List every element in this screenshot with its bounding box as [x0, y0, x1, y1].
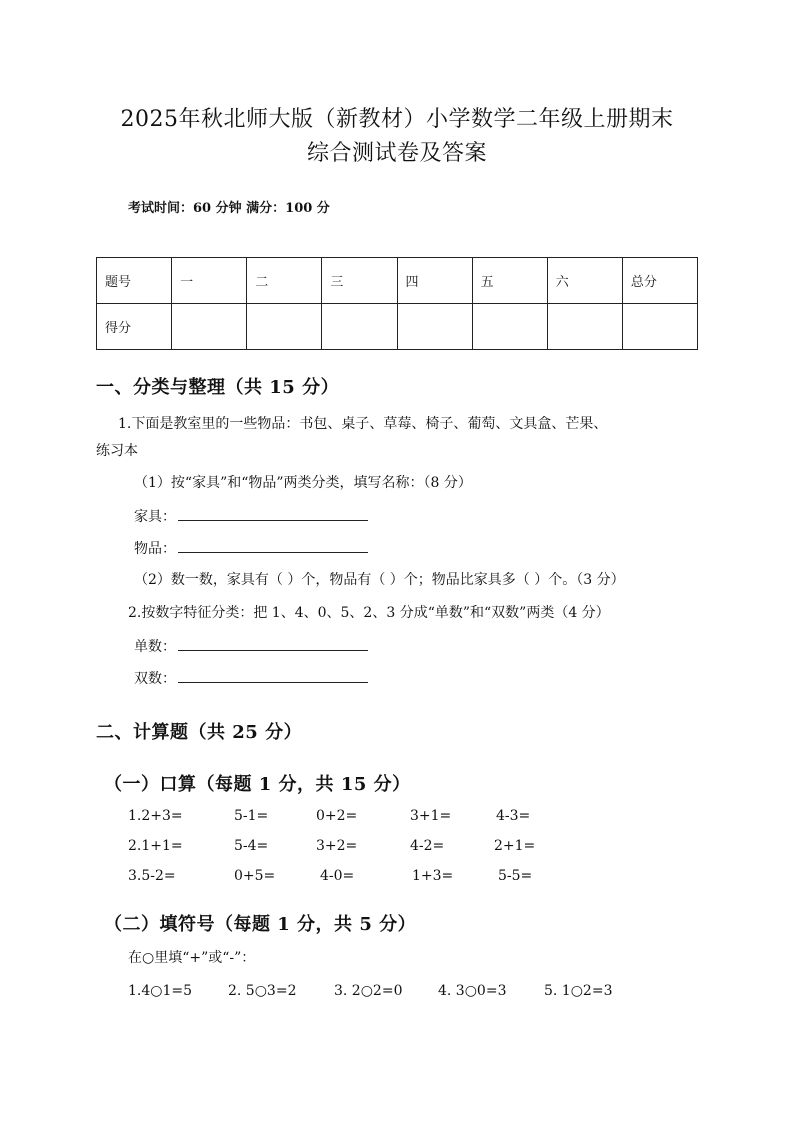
symbol-item: 1.4○1=5	[128, 983, 193, 999]
mental-math-item: 2.1+1=	[128, 838, 183, 854]
q2-text: 2.按数字特征分类：把 1、4、0、5、2、3 分成“单数”和“双数”两类（4 分）	[128, 605, 610, 621]
mental-math-item: 3+2=	[316, 838, 358, 854]
exam-title-line2: 综合测试卷及答案	[306, 141, 487, 166]
fill-symbol-heading: （二）填符号（每题 1 分，共 5 分）	[104, 914, 417, 935]
header-cell: 三	[322, 258, 397, 304]
mental-math-item: 4-0=	[320, 868, 355, 884]
exam-title-line1: 2025年秋北师大版（新教材）小学数学二年级上册期末	[120, 107, 674, 132]
q1-sub1: （1）按“家具”和“物品”两类分类，填写名称：（8 分）	[134, 475, 472, 491]
fill-symbol-instruction: 在○里填“+”或“-”：	[128, 950, 256, 966]
score-cell[interactable]	[472, 304, 547, 350]
q1-sub2: （2）数一数，家具有（ ）个，物品有（ ）个；物品比家具多（ ）个。（3 分）	[134, 572, 625, 588]
even-label: 双数：	[134, 671, 176, 687]
even-row	[134, 668, 368, 690]
items-label: 物品：	[134, 541, 176, 557]
exam-info: 考试时间：60 分钟 满分：100 分	[128, 201, 330, 216]
symbol-item: 3. 2○2=0	[334, 983, 403, 999]
odd-answer-blank[interactable]	[178, 636, 368, 651]
header-cell: 一	[172, 258, 247, 304]
header-cell: 四	[397, 258, 472, 304]
score-cell[interactable]	[172, 304, 247, 350]
odd-row	[134, 636, 368, 658]
mental-math-item: 0+5=	[234, 868, 276, 884]
mental-math-item: 5-1=	[234, 808, 269, 824]
q1-text-line1: 1.下面是教室里的一些物品：书包、桌子、草莓、椅子、葡萄、文具盒、芒果、	[118, 416, 608, 432]
score-cell[interactable]	[397, 304, 472, 350]
symbol-item: 4. 3○0=3	[438, 983, 507, 999]
even-answer-blank[interactable]	[178, 668, 368, 683]
score-cell[interactable]	[247, 304, 322, 350]
mental-math-item: 2+1=	[494, 838, 536, 854]
mental-math-item: 3.5-2=	[128, 868, 176, 884]
score-table	[96, 257, 698, 350]
symbol-item: 5. 1○2=3	[544, 983, 613, 999]
header-cell: 六	[547, 258, 622, 304]
mental-math-item: 1.2+3=	[128, 808, 183, 824]
items-row	[134, 538, 368, 560]
symbol-item: 2. 5○3=2	[228, 983, 297, 999]
header-cell: 题号	[97, 258, 172, 304]
furniture-row	[134, 506, 368, 528]
score-table-header-row	[97, 258, 698, 304]
odd-label: 单数：	[134, 639, 176, 655]
q1-text-line2: 练习本	[96, 443, 138, 459]
mental-math-item: 0+2=	[316, 808, 358, 824]
header-cell: 五	[472, 258, 547, 304]
mental-math-item: 4-2=	[410, 838, 445, 854]
items-answer-blank[interactable]	[178, 538, 368, 553]
mental-math-item: 5-4=	[234, 838, 269, 854]
mental-math-item: 3+1=	[410, 808, 452, 824]
mental-math-item: 4-3=	[496, 808, 531, 824]
score-cell[interactable]	[622, 304, 697, 350]
furniture-answer-blank[interactable]	[178, 506, 368, 521]
mental-math-item: 5-5=	[498, 868, 533, 884]
score-row-label: 得分	[97, 304, 172, 350]
score-table-score-row	[97, 304, 698, 350]
score-cell[interactable]	[547, 304, 622, 350]
section2-heading: 二、计算题（共 25 分）	[96, 722, 303, 743]
section1-heading: 一、分类与整理（共 15 分）	[96, 377, 340, 398]
furniture-label: 家具：	[134, 509, 176, 525]
header-cell: 总分	[622, 258, 697, 304]
mental-math-heading: （一）口算（每题 1 分，共 15 分）	[104, 774, 411, 795]
mental-math-item: 1+3=	[412, 868, 454, 884]
score-cell[interactable]	[322, 304, 397, 350]
header-cell: 二	[247, 258, 322, 304]
